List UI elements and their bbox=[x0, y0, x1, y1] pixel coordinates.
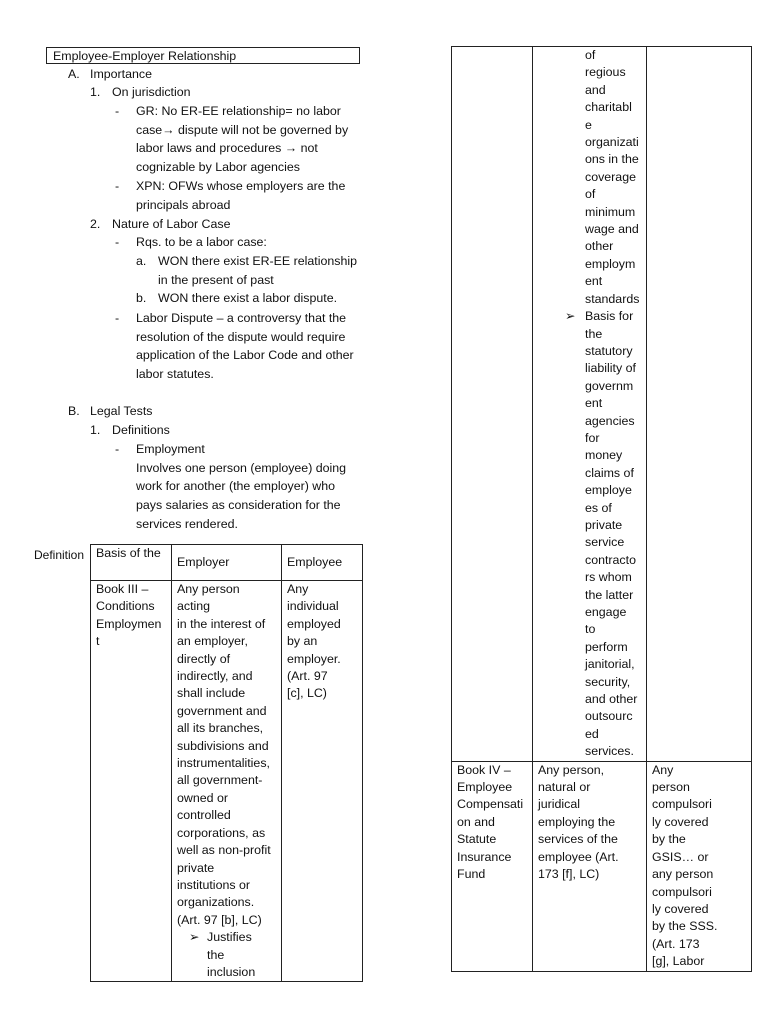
dispute-line: labor statutes. bbox=[136, 367, 214, 381]
req-b-line: WON there exist a labor dispute. bbox=[158, 291, 338, 305]
section-title: Employee-Employer Relationship bbox=[46, 47, 360, 64]
cell-basis: Book III – Conditions Employmen t bbox=[91, 581, 172, 982]
header-basis: Basis of the bbox=[91, 545, 172, 581]
outline-marker: b. bbox=[136, 291, 147, 305]
cell-employee: Any individual employed by an employer. (Art. 97 [c], LC) bbox=[282, 581, 363, 982]
header-employee: Employee bbox=[282, 545, 363, 581]
gr-line: cognizable by Labor agencies bbox=[136, 160, 300, 174]
employer-bullet bbox=[177, 929, 276, 981]
employment-desc-line: pays salaries as consideration for the bbox=[136, 498, 341, 512]
dash-marker: - bbox=[115, 311, 120, 325]
table-row bbox=[91, 581, 363, 982]
cell-employer-continued bbox=[533, 47, 647, 762]
xpn-line: XPN: OFWs whose employers are the bbox=[136, 179, 346, 193]
continued-bullet bbox=[533, 308, 641, 761]
outline-marker: 1. bbox=[90, 85, 101, 99]
arrow-bullet-icon: ➢ bbox=[189, 930, 200, 945]
dispute-line: Labor Dispute – a controversy that the bbox=[136, 311, 347, 325]
req-a-line: WON there exist ER-EE relationship bbox=[158, 254, 358, 268]
outline-marker: 1. bbox=[90, 423, 101, 437]
continued-text: of regious and charitabl e organizati ons in the coverage of minimum wage and other employm ent standards bbox=[585, 48, 640, 306]
employment-term: Employment bbox=[136, 442, 205, 456]
employer-definition: Any person acting in the interest of an employer, directly of indirectly, and shall include government and all its branches, subdivisions and instrumentalities, all government- owned or controlled corporations, as well as non-profit private institutions or organizations. (Art. 97 [b], LC) bbox=[177, 582, 271, 927]
outline-marker: 2. bbox=[90, 217, 101, 231]
xpn-line: principals abroad bbox=[136, 198, 231, 212]
dash-marker: - bbox=[115, 104, 120, 118]
dash-marker: - bbox=[115, 442, 120, 456]
req-a-line: in the present of past bbox=[158, 273, 274, 287]
dash-marker: - bbox=[115, 179, 120, 193]
definitions-table-right bbox=[451, 46, 752, 972]
employer-bullet-text: Justifies the inclusion bbox=[207, 930, 256, 979]
gr-line: labor laws and procedures → not bbox=[136, 141, 318, 155]
table-header-row bbox=[91, 545, 363, 581]
rqs-line: Rqs. to be a labor case: bbox=[136, 235, 267, 249]
subheading-nature: Nature of Labor Case bbox=[112, 217, 231, 231]
cell-employer: Any person, natural or juridical employing the services of the employee (Art. 173 [f], LC) bbox=[533, 761, 647, 971]
table-row bbox=[452, 761, 752, 971]
dash-marker: - bbox=[115, 235, 120, 249]
employment-desc-line: services rendered. bbox=[136, 517, 238, 531]
header-employer: Employer bbox=[172, 545, 282, 581]
subheading-definitions: Definitions bbox=[112, 423, 170, 437]
subheading-jurisdiction: On jurisdiction bbox=[112, 85, 191, 99]
dispute-line: application of the Labor Code and other bbox=[136, 348, 354, 362]
dispute-line: resolution of the dispute would require bbox=[136, 330, 346, 344]
definitions-table-left bbox=[90, 544, 363, 982]
outline-marker: B. bbox=[68, 404, 80, 418]
heading-importance: Importance bbox=[90, 67, 152, 81]
heading-legal-tests: Legal Tests bbox=[90, 404, 153, 418]
gr-line: GR: No ER-EE relationship= no labor bbox=[136, 104, 341, 118]
table-outside-label: Definition bbox=[34, 548, 85, 562]
gr-line: case→ dispute will not be governed by bbox=[136, 123, 349, 137]
cell-employer bbox=[172, 581, 282, 982]
cell-employee: Any person compulsori ly covered by the GSIS… or any person compulsori ly covered by the SSS. (Art. 173 [g], Labor bbox=[647, 761, 752, 971]
cell-basis: Book IV – Employee Compensati on and Statute Insurance Fund bbox=[452, 761, 533, 971]
outline-marker: A. bbox=[68, 67, 80, 81]
table-row bbox=[452, 47, 752, 762]
outline-marker: a. bbox=[136, 254, 147, 268]
cell-employee-empty bbox=[647, 47, 752, 762]
employment-desc-line: Involves one person (employee) doing bbox=[136, 461, 347, 475]
arrow-bullet-icon: ➢ bbox=[565, 309, 576, 324]
employment-desc-line: work for another (the employer) who bbox=[136, 479, 336, 493]
continued-bullet-text: Basis for the statutory liability of governm ent agencies for money claims of employe es of private service contracto rs whom the latter engage to perform janitorial, security, and other outsourc ed services. bbox=[585, 309, 638, 759]
cell-basis-empty bbox=[452, 47, 533, 762]
